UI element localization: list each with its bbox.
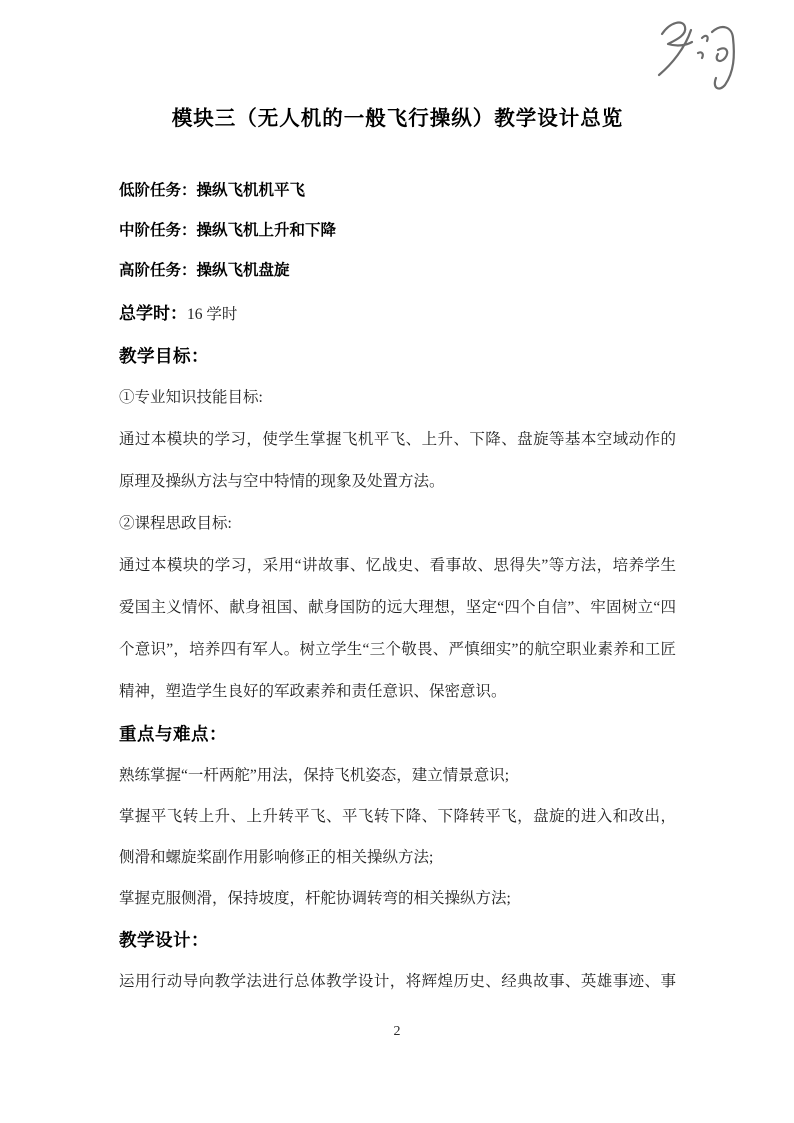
goal2-line-4: 精神，塑造学生良好的军政素养和责任意识、保密意识。 xyxy=(119,683,507,700)
goal2-label: ②课程思政目标: xyxy=(119,515,232,532)
page-title: 模块三（无人机的一般飞行操纵）教学设计总览 xyxy=(171,107,624,130)
total-hours-line xyxy=(119,293,676,335)
task-list xyxy=(119,171,676,291)
goal1-label: ①专业知识技能目标: xyxy=(119,389,263,406)
keypoint-line-3: 侧滑和螺旋桨副作用影响修正的相关操纵方法; xyxy=(119,849,434,866)
goal1-line-1: 通过本模块的学习，使学生掌握飞机平飞、上升、下降、盘旋等基本空域动作的 xyxy=(119,431,676,448)
goal1-line-2: 原理及操纵方法与空中特情的现象及处置方法。 xyxy=(119,473,445,490)
keypoint-line-2: 掌握平飞转上升、上升转平飞、平飞转下降、下降转平飞，盘旋的进入和改出， xyxy=(119,808,676,825)
keypoint-line-4: 掌握克服侧滑，保持坡度，杆舵协调转弯的相关操纵方法; xyxy=(119,890,511,907)
design-line-1: 运用行动导向教学法进行总体教学设计，将辉煌历史、经典故事、英雄事迹、事 xyxy=(119,973,676,990)
teaching-design-heading: 教学设计： xyxy=(119,930,209,950)
task-high: 高阶任务：操纵飞机盘旋 xyxy=(119,262,290,279)
total-hours-value: 16 学时 xyxy=(187,306,238,323)
goal2-line-2: 爱国主义情怀、献身祖国、献身国防的远大理想，坚定“四个自信”、牢固树立“四 xyxy=(119,599,676,616)
total-hours-label: 总学时： xyxy=(119,304,187,323)
page-number: 2 xyxy=(393,1024,401,1039)
task-mid: 中阶任务：操纵飞机上升和下降 xyxy=(119,222,337,239)
document-page xyxy=(119,0,676,1003)
teaching-goals-heading: 教学目标： xyxy=(119,346,209,366)
keypoints-heading: 重点与难点： xyxy=(119,724,227,744)
task-low: 低阶任务：操纵飞机机平飞 xyxy=(119,182,306,199)
goal2-line-1: 通过本模块的学习，采用“讲故事、忆战史、看事故、思得失”等方法，培养学生 xyxy=(119,557,676,574)
keypoint-line-1: 熟练掌握“一杆两舵”用法，保持飞机姿态，建立情景意识; xyxy=(119,767,510,784)
goal2-line-3: 个意识”，培养四有军人。树立学生“三个敬畏、严慎细实”的航空职业素养和工匠 xyxy=(119,641,676,658)
